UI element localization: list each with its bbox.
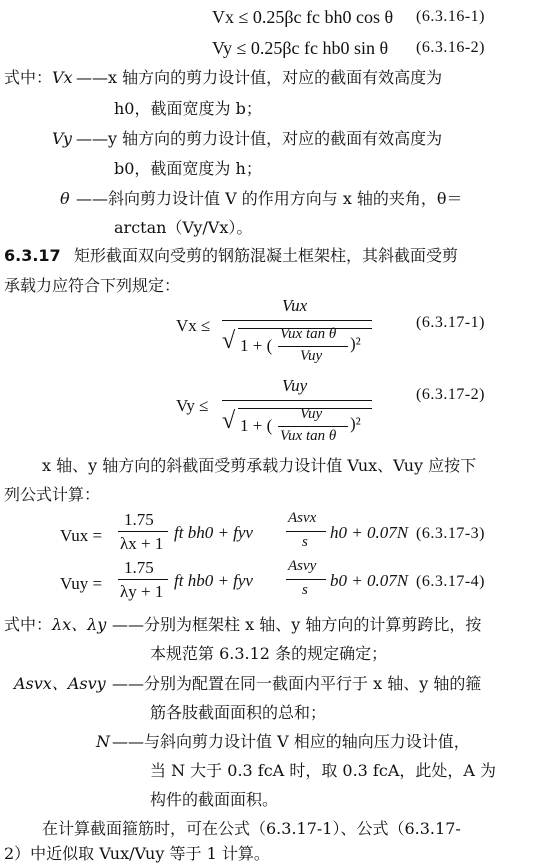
symbol-lambda: λx、λy [52,615,107,634]
fraction-denominator: λx + 1 [120,534,164,553]
asv-denominator: s [302,582,308,598]
equation-6-3-17-2-lhs: Vy ≤ [176,396,209,415]
equation-6-3-17-3-lhs: Vux = [60,526,103,545]
square-exponent: )² [350,414,361,433]
sqrt-content: 1 + ( [240,416,273,435]
equation-number: (6.3.17-3) [416,525,485,542]
fraction-denominator: λy + 1 [120,582,164,601]
equation-6-3-17-2-numerator: Vuy [282,376,308,395]
sqrt-sign: √ [222,408,236,434]
vy-description-line1: ——y 轴方向的剪力设计值，对应的截面有效高度为 [76,129,443,148]
equation-number: (6.3.17-1) [416,314,485,331]
asv-description-line1: ——分别为配置在同一截面内平行于 x 轴、y 轴的箍 [112,674,482,693]
vx-description-line2: h0，截面宽度为 b； [114,99,262,118]
where-label: 式中： [4,615,53,634]
fraction-bar [118,531,168,532]
fraction-bar [118,579,168,580]
fraction-bar [286,531,326,532]
lambda-description-line1: ——分别为框架柱 x 轴、y 轴方向的计算剪跨比，按 [112,615,482,634]
asv-numerator: Asvx [288,510,317,526]
equation-number: (6.3.17-2) [416,386,485,403]
symbol-n: N [96,732,110,751]
fraction-numerator: 1.75 [124,510,154,529]
n-description-line3: 构件的截面面积。 [150,790,279,809]
equation-middle: ft hb0 + fyv [174,571,253,590]
clause-text-line2: 承载力应符合下列规定： [4,276,181,295]
fraction-bar [222,400,372,401]
vy-description-line2: b0，截面宽度为 h； [114,159,262,178]
theta-description-line2: arctan（Vy/Vx）。 [114,218,253,237]
inner-denominator: Vux tan θ [280,428,337,444]
symbol-vx: Vx [52,68,73,87]
inner-denominator: Vuy [300,348,323,364]
equation-tail: b0 + 0.07N [330,571,409,590]
asv-description-line2: 筋各肢截面面积的总和； [150,703,327,722]
equation-6-3-17-1-lhs: Vx ≤ [176,316,211,335]
theta-description-line1: ——斜向剪力设计值 V 的作用方向与 x 轴的夹角，θ＝ [76,189,463,208]
symbol-theta: θ [60,189,70,208]
paragraph-line1: x 轴、y 轴方向的斜截面受剪承载力设计值 Vux、Vuy 应按下 [42,456,477,475]
equation-6-3-16-2: Vy ≤ 0.25βc fc hb0 sin θ [212,38,389,58]
final-paragraph-line2: 2）中近似取 Vux/Vuy 等于 1 计算。 [4,844,270,863]
fraction-bar [222,320,372,321]
n-description-line2: 当 N 大于 0.3 fcA 时，取 0.3 fcA，此处，A 为 [150,761,497,780]
where-label: 式中： [4,68,53,87]
square-exponent: )² [350,334,361,353]
inner-fraction-bar [278,426,348,427]
asv-numerator: Asvy [288,558,317,574]
equation-middle: ft bh0 + fyv [174,523,253,542]
asv-denominator: s [302,534,308,550]
symbol-asv: Asvx、Asvy [14,674,106,693]
inner-fraction-bar [278,346,348,347]
equation-6-3-16-1: Vx ≤ 0.25βc fc bh0 cos θ [212,7,394,27]
n-description-line1: ——与斜向剪力设计值 V 相应的轴向压力设计值， [112,732,470,751]
clause-text-line1: 矩形截面双向受剪的钢筋混凝土框架柱，其斜截面受剪 [74,246,459,265]
final-paragraph-line1: 在计算截面箍筋时，可在公式（6.3.17-1）、公式（6.3.17- [42,819,461,838]
symbol-vy: Vy [52,129,72,148]
vx-description-line1: ——x 轴方向的剪力设计值，对应的截面有效高度为 [76,68,443,87]
inner-numerator: Vux tan θ [280,326,337,342]
sqrt-sign: √ [222,328,236,354]
equation-number: (6.3.16-2) [416,39,485,56]
inner-numerator: Vuy [300,406,323,422]
fraction-numerator: 1.75 [124,558,154,577]
equation-number: (6.3.16-1) [416,8,485,25]
lambda-description-line2: 本规范第 6.3.12 条的规定确定； [150,644,388,663]
clause-number: 6.3.17 [4,246,61,265]
equation-6-3-17-4-lhs: Vuy = [60,574,103,593]
equation-6-3-17-1-numerator: Vux [282,296,308,315]
equation-tail: h0 + 0.07N [330,523,409,542]
equation-number: (6.3.17-4) [416,573,485,590]
sqrt-content: 1 + ( [240,336,273,355]
fraction-bar [286,579,326,580]
paragraph-line2: 列公式计算： [4,485,101,504]
